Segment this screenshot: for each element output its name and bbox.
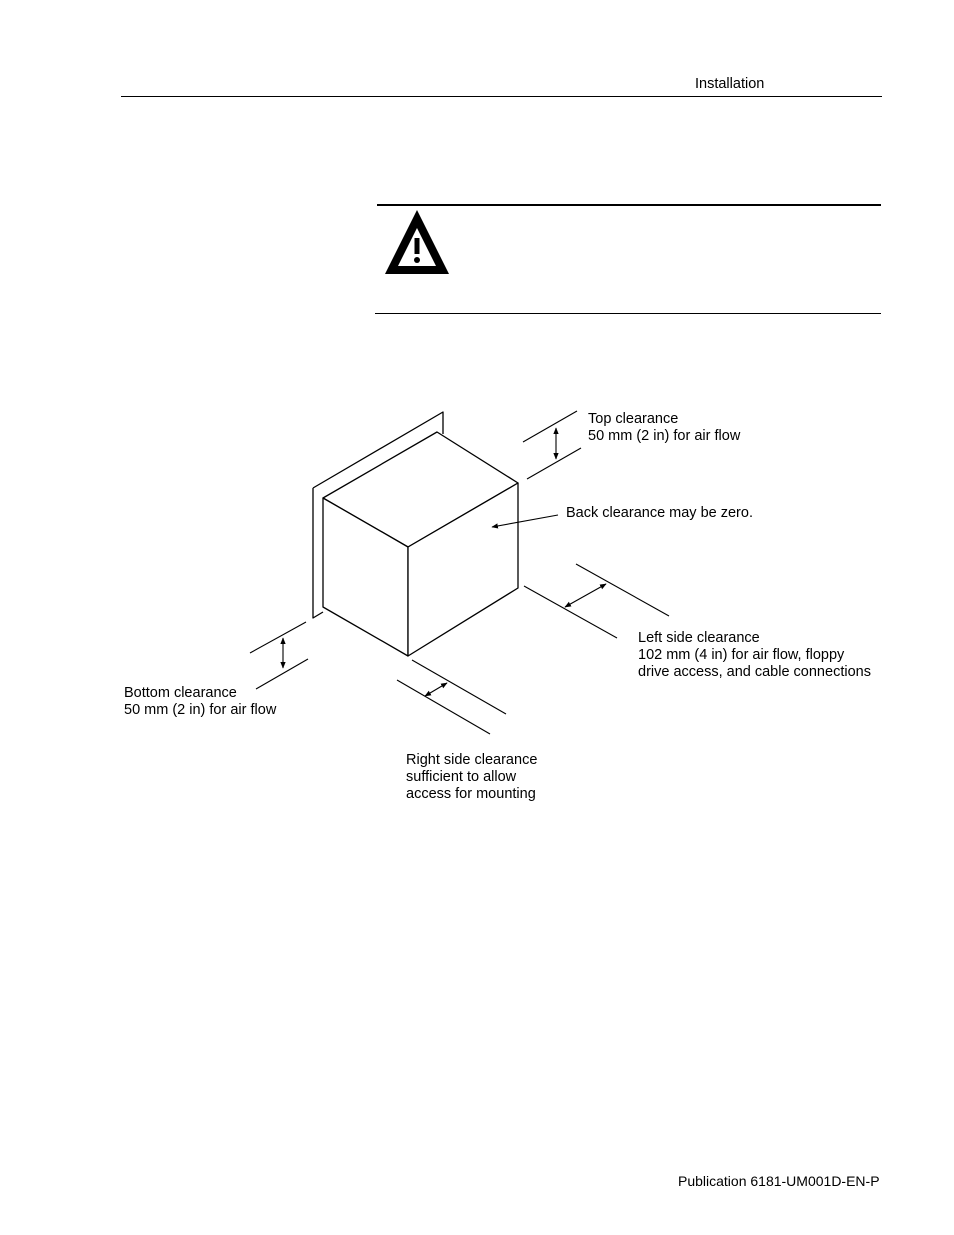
- bottom-clearance-label-line2: 50 mm (2 in) for air flow: [124, 702, 277, 718]
- top-clearance-label-line1: Top clearance: [588, 411, 679, 427]
- right-clearance-arrow: [425, 683, 447, 696]
- left-clearance-line-upper: [576, 564, 669, 616]
- right-clearance-line-lower: [397, 680, 490, 734]
- right-clearance-line-upper: [412, 660, 506, 714]
- right-side-clearance-label-line1: Right side clearance: [406, 752, 538, 768]
- bottom-clearance-line-upper: [250, 622, 306, 653]
- bottom-clearance-label-line1: Bottom clearance: [124, 685, 237, 701]
- right-side-clearance-label: [406, 752, 537, 803]
- bottom-clearance-label: [124, 685, 276, 719]
- top-clearance-label: [588, 411, 740, 445]
- page-header-title: Installation: [695, 76, 765, 92]
- left-clearance-line-lower: [524, 586, 617, 638]
- left-clearance-arrow: [565, 584, 606, 607]
- left-side-clearance-label-line3: drive access, and cable connections: [638, 664, 871, 680]
- top-clearance-line-lower: [527, 448, 581, 479]
- right-side-clearance-label-line2: sufficient to allow: [406, 769, 517, 785]
- left-side-clearance-label-line2: 102 mm (4 in) for air flow, floppy: [638, 647, 845, 663]
- left-side-clearance-label-line1: Left side clearance: [638, 630, 760, 646]
- top-clearance-label-line2: 50 mm (2 in) for air flow: [588, 428, 741, 444]
- top-clearance-line-upper: [523, 411, 577, 442]
- publication-footer: Publication 6181-UM001D-EN-P: [678, 1173, 880, 1189]
- right-side-clearance-label-line3: access for mounting: [406, 786, 536, 802]
- left-side-clearance-label: [638, 630, 871, 681]
- back-clearance-label: Back clearance may be zero.: [566, 505, 753, 521]
